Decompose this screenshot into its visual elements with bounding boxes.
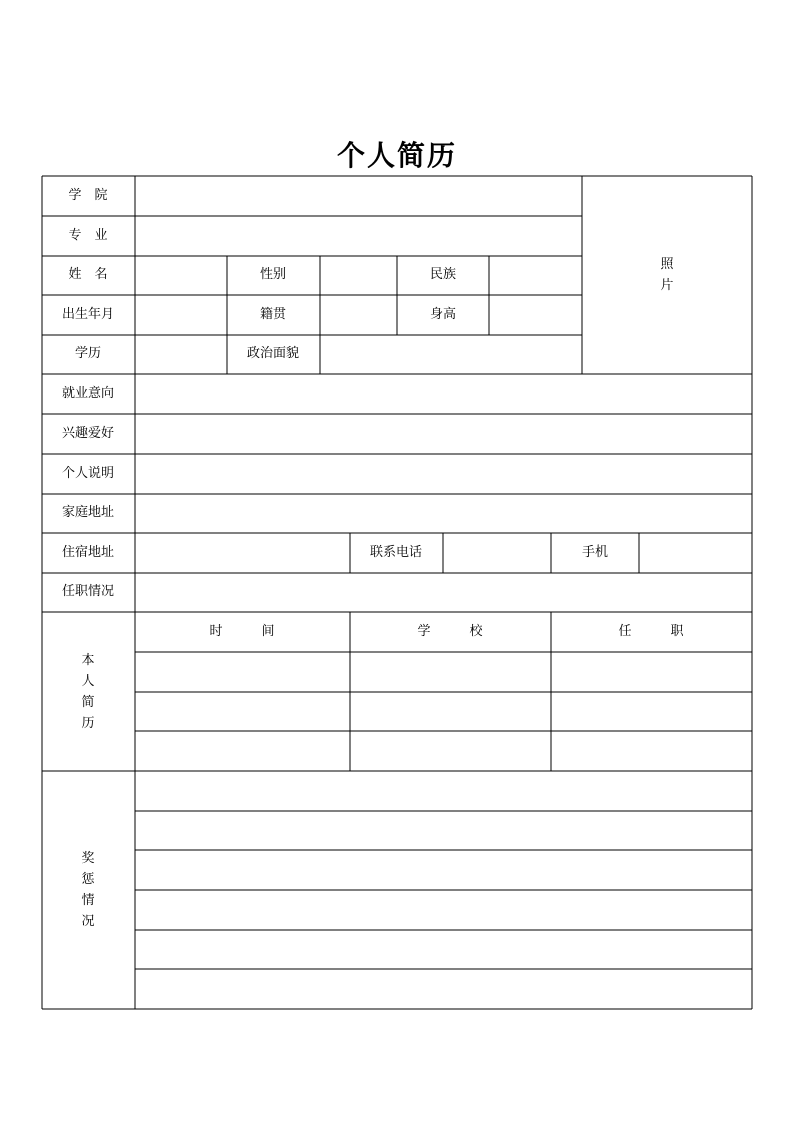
awards-row[interactable]	[136, 772, 751, 810]
resume-header-school: 学 校	[417, 624, 483, 639]
resume-section-label: 本人简历	[81, 653, 95, 731]
college-label: 学 院	[68, 188, 108, 203]
personal-statement-field[interactable]	[136, 455, 751, 493]
resume-header-position: 任 职	[618, 624, 684, 639]
personal-statement-label: 个人说明	[61, 466, 115, 481]
positions-held-field[interactable]	[136, 574, 751, 611]
awards-row[interactable]	[136, 851, 751, 889]
resume-time-cell[interactable]	[136, 732, 349, 770]
native-place-label: 籍贯	[259, 307, 287, 322]
name-label: 姓 名	[68, 267, 108, 282]
height-field[interactable]	[490, 296, 581, 334]
gender-field[interactable]	[321, 257, 396, 294]
dorm-address-field[interactable]	[136, 534, 349, 572]
hobbies-label: 兴趣爱好	[61, 426, 115, 441]
major-label: 专 业	[68, 228, 108, 243]
mobile-label: 手机	[581, 545, 609, 560]
resume-school-cell[interactable]	[351, 653, 550, 691]
education-label: 学历	[74, 346, 102, 361]
education-field[interactable]	[136, 336, 226, 373]
major-field[interactable]	[136, 217, 581, 255]
birth-date-field[interactable]	[136, 296, 226, 334]
native-place-field[interactable]	[321, 296, 396, 334]
photo-box[interactable]	[583, 177, 751, 373]
contact-phone-field[interactable]	[444, 534, 550, 572]
birth-date-label: 出生年月	[61, 307, 115, 322]
political-status-field[interactable]	[321, 336, 581, 373]
resume-school-cell[interactable]	[351, 693, 550, 730]
home-address-label: 家庭地址	[61, 505, 115, 520]
name-field[interactable]	[136, 257, 226, 294]
resume-header-time: 时 间	[209, 624, 275, 639]
job-intention-label: 就业意向	[61, 386, 115, 401]
resume-position-cell[interactable]	[552, 653, 751, 691]
home-address-field[interactable]	[136, 495, 751, 532]
hobbies-field[interactable]	[136, 415, 751, 453]
gender-label: 性别	[259, 267, 287, 282]
ethnicity-label: 民族	[429, 267, 457, 282]
resume-school-cell[interactable]	[351, 732, 550, 770]
photo-label: 照片	[660, 257, 674, 293]
political-status-label: 政治面貌	[246, 346, 300, 361]
awards-section-label: 奖惩情况	[81, 851, 95, 929]
positions-held-label: 任职情况	[61, 584, 115, 599]
college-field[interactable]	[136, 177, 581, 215]
dorm-address-label: 住宿地址	[61, 545, 115, 560]
awards-row[interactable]	[136, 812, 751, 849]
page-title: 个人简历	[336, 139, 457, 172]
awards-row[interactable]	[136, 931, 751, 968]
mobile-field[interactable]	[640, 534, 751, 572]
ethnicity-field[interactable]	[490, 257, 581, 294]
contact-phone-label: 联系电话	[369, 545, 423, 560]
resume-position-cell[interactable]	[552, 732, 751, 770]
resume-position-cell[interactable]	[552, 693, 751, 730]
awards-row[interactable]	[136, 970, 751, 1008]
awards-row[interactable]	[136, 891, 751, 929]
resume-time-cell[interactable]	[136, 693, 349, 730]
resume-time-cell[interactable]	[136, 653, 349, 691]
height-label: 身高	[429, 307, 457, 322]
job-intention-field[interactable]	[136, 375, 751, 413]
